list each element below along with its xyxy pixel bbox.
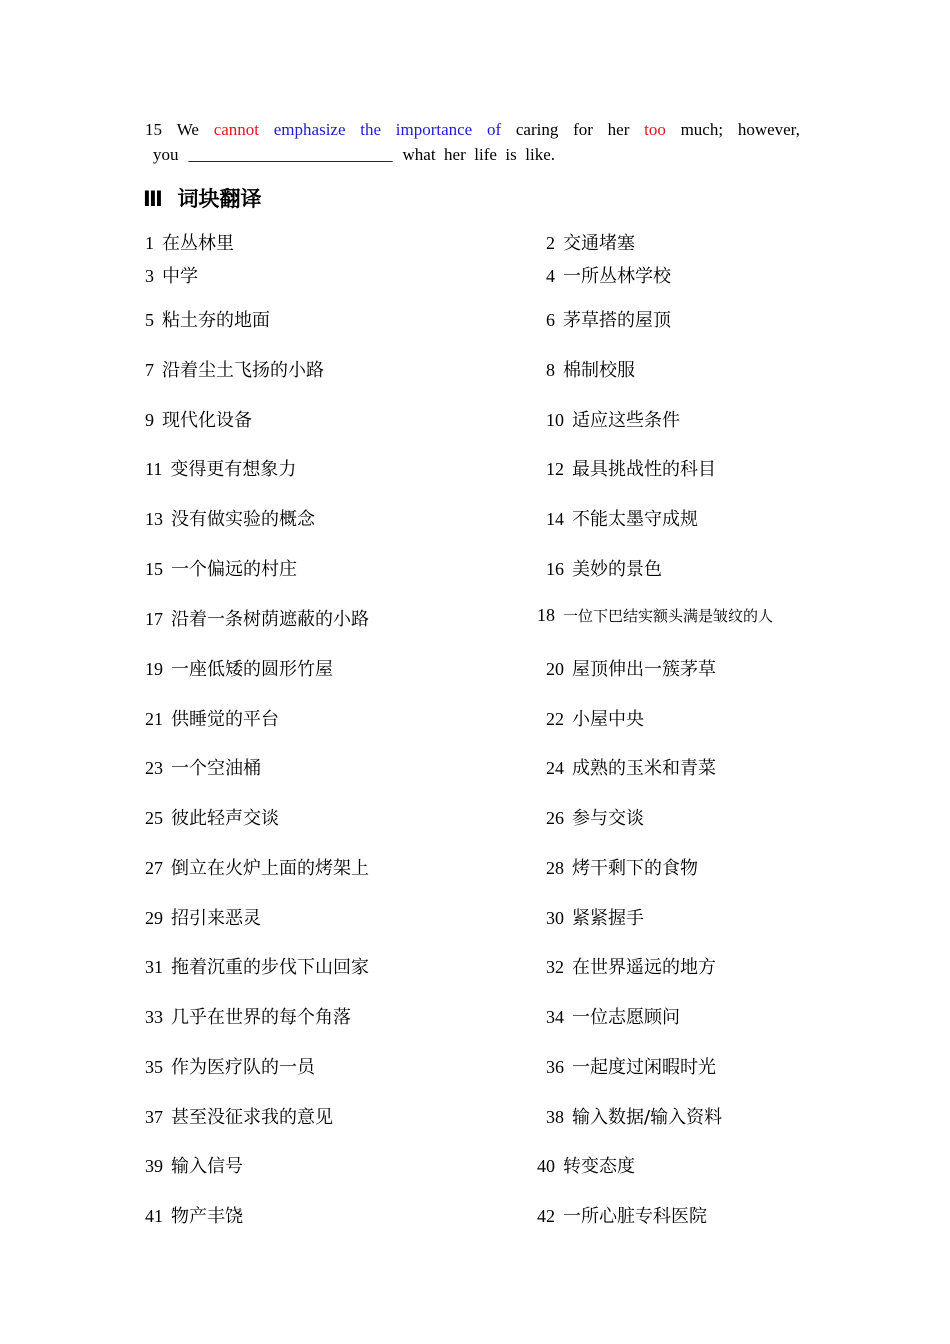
phrase-item (145, 406, 252, 432)
phrase-number: 23 (145, 758, 163, 778)
phrase-text: 倒立在火炉上面的烤架上 (171, 858, 369, 879)
phrase-item (546, 406, 680, 432)
phrase-item (145, 1003, 351, 1029)
phrase-item (546, 854, 698, 880)
phrase-item (145, 605, 369, 631)
phrase-number: 6 (546, 310, 555, 330)
sentence-line-1 (145, 117, 800, 142)
phrase-text: 转变态度 (563, 1156, 635, 1177)
word: for (573, 120, 593, 139)
phrase-number: 37 (145, 1107, 163, 1127)
phrase-text: 沿着一条树荫遮蔽的小路 (171, 609, 369, 630)
phrase-item (145, 555, 297, 581)
phrase-item (145, 455, 296, 481)
phrase-text: 沿着尘土飞扬的小路 (162, 360, 324, 381)
phrase-item (546, 356, 635, 382)
phrase-item (145, 705, 279, 731)
phrase-number: 10 (546, 410, 564, 430)
phrase-item (145, 229, 234, 255)
phrase-item (546, 655, 716, 681)
phrase-text: 紧紧握手 (572, 908, 644, 929)
phrase-number: 3 (145, 266, 154, 286)
word: much; (680, 120, 724, 139)
phrase-number: 38 (546, 1107, 564, 1127)
word: caring (515, 120, 559, 139)
exercise-sentence-15 (145, 117, 800, 167)
phrase-item (546, 306, 671, 332)
phrase-number: 29 (145, 908, 163, 928)
phrase-number: 25 (145, 808, 163, 828)
phrase-text: 变得更有想象力 (170, 459, 297, 480)
phrase-number: 40 (537, 1156, 555, 1176)
phrase-text: 在丛林里 (162, 233, 234, 254)
phrase-number: 35 (145, 1057, 163, 1077)
phrase-item (145, 1103, 333, 1129)
phrase-text: 适应这些条件 (572, 410, 680, 431)
phrase-text: 现代化设备 (162, 410, 252, 431)
phrase-text: 作为医疗队的一员 (171, 1057, 315, 1078)
phrase-item (546, 705, 644, 731)
phrase-number: 14 (546, 509, 564, 529)
phrase-number: 33 (145, 1007, 163, 1027)
phrase-number: 20 (546, 659, 564, 679)
phrase-number: 17 (145, 609, 163, 629)
phrase-text: 一座低矮的圆形竹屋 (171, 659, 333, 680)
phrase-text: 招引来恶灵 (171, 908, 261, 929)
phrase-text: 最具挑战性的科目 (572, 459, 716, 480)
phrase-text: 不能太墨守成规 (572, 509, 698, 530)
word: We (176, 120, 199, 139)
phrase-text: 一个偏远的村庄 (171, 559, 297, 580)
phrase-item (546, 262, 671, 288)
phrase-text: 在世界遥远的地方 (572, 957, 716, 978)
phrase-number: 11 (145, 459, 163, 479)
phrase-text: 一所心脏专科医院 (563, 1206, 707, 1227)
phrase-item (537, 605, 773, 626)
phrase-text: 一所丛林学校 (563, 266, 671, 287)
word: you (153, 145, 179, 164)
phrase-text: 烤干剩下的食物 (572, 858, 698, 879)
phrase-text: 屋顶伸出一簇茅草 (572, 659, 716, 680)
phrase-number: 1 (145, 233, 154, 253)
phrase-item (145, 306, 270, 332)
phrase-item (546, 555, 662, 581)
phrase-text: 交通堵塞 (563, 233, 635, 254)
sentence-number: 15 (145, 120, 162, 139)
phrase-number: 32 (546, 957, 564, 977)
phrase-number: 15 (145, 559, 163, 579)
phrase-number: 39 (145, 1156, 163, 1176)
phrase-text: 甚至没征求我的意见 (171, 1107, 333, 1128)
highlight-word-blue: of (486, 120, 502, 139)
phrase-number: 21 (145, 709, 163, 729)
phrase-item (145, 505, 315, 531)
phrase-text: 物产丰饶 (171, 1206, 243, 1227)
phrase-text: 没有做实验的概念 (171, 509, 315, 530)
phrase-number: 28 (546, 858, 564, 878)
phrase-item (145, 262, 198, 288)
phrase-item (537, 1202, 707, 1228)
phrase-number: 9 (145, 410, 154, 430)
phrase-item (145, 1053, 315, 1079)
phrase-item (546, 1103, 722, 1129)
phrase-text: 拖着沉重的步伐下山回家 (171, 957, 369, 978)
answer-blank[interactable]: ________________________ (188, 145, 393, 164)
phrase-text: 茅草搭的屋顶 (563, 310, 671, 331)
phrase-number: 19 (145, 659, 163, 679)
phrase-item (145, 655, 333, 681)
phrase-text: 一起度过闲暇时光 (572, 1057, 716, 1078)
phrase-text: 彼此轻声交谈 (171, 808, 279, 829)
phrase-text: 一个空油桶 (171, 758, 261, 779)
highlight-word-red: too (644, 120, 666, 139)
phrase-number: 31 (145, 957, 163, 977)
phrase-item (546, 505, 698, 531)
phrase-number: 41 (145, 1206, 163, 1226)
phrase-item (546, 953, 716, 979)
phrase-number: 2 (546, 233, 555, 253)
phrase-text: 成熟的玉米和青菜 (572, 758, 716, 779)
phrase-number: 30 (546, 908, 564, 928)
highlight-word-red: cannot (213, 120, 260, 139)
phrase-item (546, 754, 716, 780)
phrase-item (145, 754, 261, 780)
phrase-item (537, 1152, 635, 1178)
phrase-number: 16 (546, 559, 564, 579)
phrase-item (546, 1003, 680, 1029)
phrase-item (145, 804, 279, 830)
phrase-text: 美妙的景色 (572, 559, 662, 580)
phrase-number: 13 (145, 509, 163, 529)
phrase-item (546, 455, 716, 481)
phrase-item (145, 854, 369, 880)
phrase-text: 棉制校服 (563, 360, 635, 381)
highlight-word-blue: emphasize (273, 120, 346, 139)
phrase-number: 36 (546, 1057, 564, 1077)
phrase-item (145, 1202, 243, 1228)
phrase-item (145, 1152, 243, 1178)
phrase-item (546, 229, 635, 255)
sentence-line-2 (145, 142, 800, 167)
phrase-item (546, 1053, 716, 1079)
word: her (607, 120, 630, 139)
phrase-text: 中学 (162, 266, 198, 287)
phrase-item (145, 953, 369, 979)
phrase-item (145, 356, 324, 382)
section-title: Ⅲ 词块翻译 (143, 187, 262, 211)
phrase-number: 12 (546, 459, 564, 479)
phrase-number: 18 (537, 605, 555, 625)
phrase-text: 参与交谈 (572, 808, 644, 829)
phrase-text: 小屋中央 (572, 709, 644, 730)
phrase-item (546, 804, 644, 830)
phrase-text: 一位志愿顾问 (572, 1007, 680, 1028)
phrase-number: 42 (537, 1206, 555, 1226)
phrase-number: 4 (546, 266, 555, 286)
phrase-text: 几乎在世界的每个角落 (171, 1007, 351, 1028)
phrase-text: 输入数据/输入资料 (572, 1107, 723, 1128)
phrase-number: 7 (145, 360, 154, 380)
phrase-text: 一位下巴结实额头满是皱纹的人 (563, 607, 774, 625)
phrase-number: 26 (546, 808, 564, 828)
phrase-text: 粘土夯的地面 (162, 310, 270, 331)
phrase-number: 34 (546, 1007, 564, 1027)
phrase-number: 22 (546, 709, 564, 729)
phrase-item (546, 904, 644, 930)
phrase-number: 5 (145, 310, 154, 330)
phrase-item (145, 904, 261, 930)
phrase-text: 供睡觉的平台 (171, 709, 279, 730)
highlight-word-blue: importance (395, 120, 473, 139)
phrase-number: 24 (546, 758, 564, 778)
phrase-number: 27 (145, 858, 163, 878)
phrase-number: 8 (546, 360, 555, 380)
word: however, (737, 120, 800, 139)
sentence-tail: what her life is like. (402, 145, 555, 164)
phrase-text: 输入信号 (171, 1156, 243, 1177)
highlight-word-blue: the (360, 120, 382, 139)
